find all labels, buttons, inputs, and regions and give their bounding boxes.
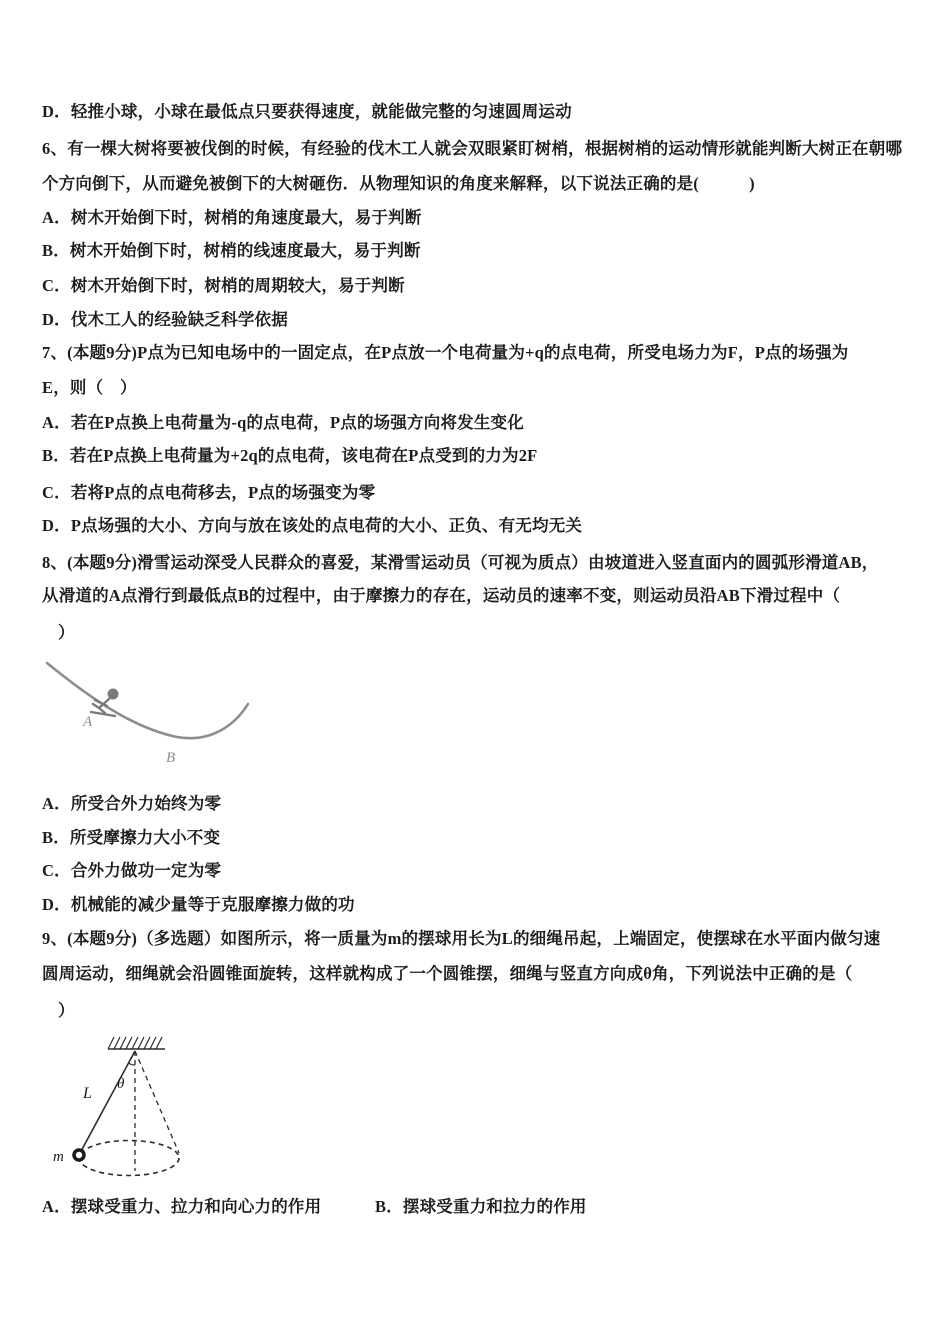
pendulum-bob (74, 1150, 84, 1160)
conical-pendulum-figure (45, 1030, 195, 1200)
question-8-stem-line-1: 8、(本题9分)滑雪运动深受人民群众的喜爱，某滑雪运动员（可视为质点）由坡道进入竖直面内的圆弧形滑道AB， (42, 553, 879, 572)
cone-edge-dashed (135, 1051, 179, 1153)
question-5-option-d: D．轻推小球，小球在最低点只要获得速度，就能做完整的匀速圆周运动 (42, 102, 572, 121)
question-8-stem-line-2: 从滑道的A点滑行到最低点B的过程中，由于摩擦力的存在，运动员的速率不变，则运动员沿AB下滑过程中（ (42, 586, 841, 605)
question-6-option-d: D．伐木工人的经验缺乏科学依据 (42, 310, 288, 329)
question-8-stem-line-3: ） (58, 623, 75, 642)
question-7-option-b: B．若在P点换上电荷量为+2q的点电荷，该电荷在P点受到的力为2F (42, 446, 538, 465)
question-9-stem-line-3: ） (58, 1001, 75, 1020)
question-9-option-a: A．摆球受重力、拉力和向心力的作用 (42, 1197, 322, 1216)
question-8-option-a: A．所受合外力始终为零 (42, 794, 222, 813)
theta-angle-arc (129, 1063, 136, 1065)
question-7-stem-line-1: 7、(本题9分)P点为已知电场中的一固定点，在P点放一个电荷量为+q的点电荷，所受电场力为F，P点的场强为 (42, 343, 849, 362)
question-7-option-a: A．若在P点换上电荷量为-q的点电荷，P点的场强方向将发生变化 (42, 413, 524, 432)
ceiling-hatch (108, 1037, 165, 1049)
mass-label: m (53, 1149, 64, 1165)
ski-slope-figure (35, 650, 265, 775)
circular-path-ellipse (79, 1141, 179, 1176)
question-6-stem-line-1: 6、有一棵大树将要被伐倒的时候，有经验的伐木工人就会双眼紧盯树梢，根据树梢的运动情形就能判断大树正在朝哪 (42, 139, 903, 158)
question-7-option-d: D．P点场强的大小、方向与放在该处的点电荷的大小、正负、有无均无关 (42, 516, 583, 535)
question-6-stem-line-2: 个方向倒下，从而避免被倒下的大树砸伤．从物理知识的角度来解释，以下说法正确的是( ) (42, 174, 755, 193)
question-9-stem-line-2: 圆周运动，细绳就会沿圆锥面旋转，这样就构成了一个圆锥摆，细绳与竖直方向成θ角，下列说法中正确的是（ (42, 964, 853, 983)
question-6-option-b: B．树木开始倒下时，树梢的线速度最大，易于判断 (42, 241, 421, 260)
question-7-stem-line-2: E，则（ ） (42, 378, 137, 397)
question-8-option-d: D．机械能的减少量等于克服摩擦力做的功 (42, 895, 355, 914)
question-9-stem-line-1: 9、(本题9分)（多选题）如图所示，将一质量为m的摆球用长为L的细绳吊起，上端固定，使摆球在水平面内做匀速 (42, 929, 881, 948)
question-7-option-c: C．若将P点的点电荷移去，P点的场强变为零 (42, 483, 376, 502)
theta-angle-label: θ (117, 1076, 125, 1092)
ski-slope-curve (47, 663, 248, 738)
question-9-option-b: B．摆球受重力和拉力的作用 (375, 1197, 587, 1216)
question-8-option-c: C．合外力做功一定为零 (42, 861, 222, 880)
ski-point-a-label: A (83, 714, 93, 730)
question-8-option-b: B．所受摩擦力大小不变 (42, 828, 221, 847)
question-6-option-a: A．树木开始倒下时，树梢的角速度最大，易于判断 (42, 208, 422, 227)
pendulum-string (79, 1051, 135, 1155)
question-6-option-c: C．树木开始倒下时，树梢的周期较大，易于判断 (42, 276, 405, 295)
ski-point-b-label: B (166, 750, 176, 766)
string-length-label: L (83, 1085, 92, 1102)
